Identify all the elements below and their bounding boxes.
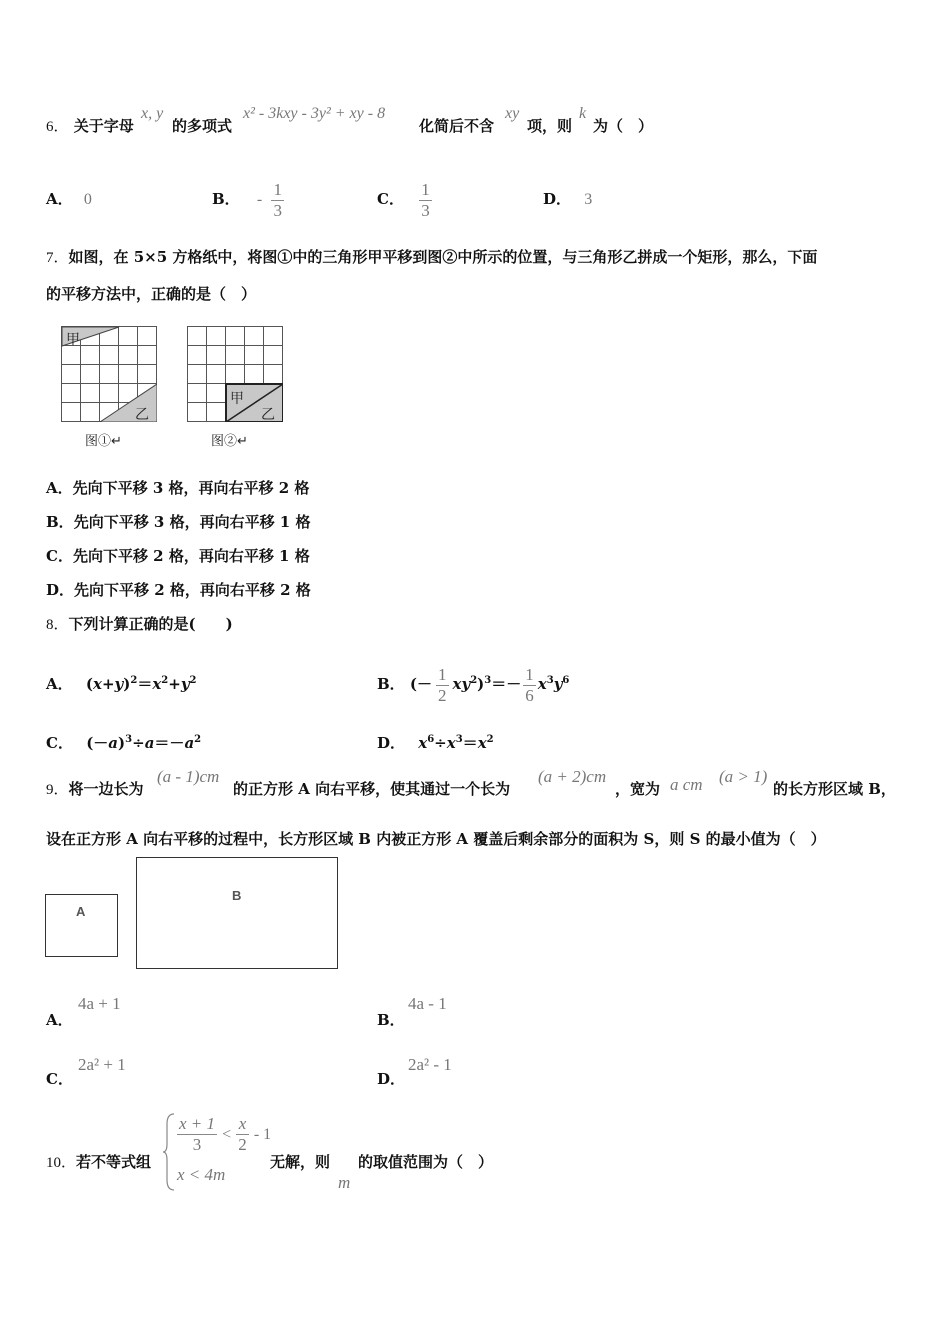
q8-option-c[interactable]: C． $(-a)^3\div a=-a^2$: [46, 734, 202, 752]
q7-option-c[interactable]: C．先向下平移 2 格，再向右平移 1 格: [46, 547, 310, 565]
q6-option-c[interactable]: C． $\frac{1}{3}$: [377, 179, 430, 220]
q6-term: xy: [505, 105, 520, 122]
q6-option-c-fraction: $\frac{1}{3}$: [421, 179, 430, 220]
q9-rect-length: (a + 2)cm: [538, 767, 607, 786]
q9-square-a: A: [45, 894, 118, 957]
q9-option-c-expr: 2a² + 1: [78, 1055, 126, 1074]
q7-figure-1: [61, 326, 157, 448]
q8-option-a-expr: $(x+y)^2=x^2+y^2$: [85, 675, 197, 693]
q6-polynomial: x² - 3kxy - 3y² + xy - 8: [243, 105, 386, 122]
q6-number: 6．: [46, 119, 69, 135]
q6-option-d[interactable]: D． 3: [543, 190, 593, 208]
q10-inequality-2: x < 4m: [177, 1165, 226, 1184]
q9-condition: (a > 1): [719, 767, 768, 786]
label-yi: 乙: [261, 406, 275, 422]
q9-rect-width: a cm: [670, 775, 703, 794]
q7-figure-1-caption: 图①↵: [85, 433, 122, 448]
q9-option-c[interactable]: C．: [46, 1070, 73, 1088]
q9-stem-part1: 9．将一边长为: [46, 780, 144, 798]
q6-option-b[interactable]: B． - $\frac{1}{3}$: [212, 179, 282, 220]
label-jia: 甲: [230, 390, 244, 406]
q8-number: 8．: [46, 617, 69, 633]
q9-number: 9．: [46, 782, 69, 798]
q6-k: k: [579, 105, 587, 122]
q7-option-d[interactable]: D．先向下平移 2 格，再向右平移 2 格: [46, 581, 311, 599]
q7-number: 7．: [46, 250, 69, 266]
q6-option-a[interactable]: A． 0: [46, 190, 92, 208]
q9-option-d[interactable]: D．: [377, 1070, 406, 1088]
q7-stem-line1: 7．如图，在 5×5 方格纸中，将图①中的三角形甲平移到图②中所示的位置，与三角形乙拼成一个矩形，那么，下面: [46, 248, 818, 266]
q10-inequality-1: $\frac{x + 1}{3}$ < $\frac{x}{2}$ - 1: [179, 1114, 272, 1154]
q7-option-b[interactable]: B．先向下平移 3 格，再向右平移 1 格: [46, 513, 311, 531]
q9-option-a[interactable]: A．: [46, 1011, 73, 1029]
label-jia: 甲: [66, 331, 80, 347]
q7-figure-2: [187, 326, 283, 448]
q6-vars: x, y: [141, 105, 164, 122]
q9-option-a-expr: 4a + 1: [78, 994, 121, 1013]
q9-option-b[interactable]: B．: [377, 1011, 405, 1029]
q8-option-d[interactable]: D． $x^6\div x^3=x^2$: [377, 734, 494, 752]
q9-side-length: (a - 1)cm: [157, 767, 220, 786]
q9-rectangle-b: B: [136, 857, 338, 969]
q6-option-b-fraction: $\frac{1}{3}$: [273, 179, 282, 220]
q9-stem-line2: 设在正方形 A 向右平移的过程中，长方形区域 B 内被正方形 A 覆盖后剩余部分的面积为 S，则 S 的最小值为（ ）: [46, 830, 826, 848]
q7-stem-line2: 的平移方法中，正确的是（ ）: [46, 285, 257, 303]
q9-option-b-expr: 4a - 1: [408, 994, 447, 1013]
q8-option-b[interactable]: B． (－ $\frac{1}{2}$ $xy^2)^3=-$ $\frac{1}{6}$ $x^3y^6$: [377, 664, 570, 705]
q8-option-c-expr: $(-a)^3\div a=-a^2$: [86, 734, 202, 752]
q10-number: 10．: [46, 1155, 77, 1171]
q10-m: m: [338, 1173, 351, 1192]
q8-option-a[interactable]: A． $(x+y)^2=x^2+y^2$: [46, 675, 197, 693]
q9-option-d-expr: 2a² - 1: [408, 1055, 452, 1074]
q10-stem-part1: 10．若不等式组: [46, 1153, 152, 1171]
q10-brace: [162, 1112, 176, 1192]
q7-figure-2-caption: 图②↵: [211, 433, 248, 448]
label-yi: 乙: [135, 406, 149, 422]
q8-stem: 8．下列计算正确的是( ): [46, 615, 233, 633]
q8-option-d-expr: $x^6\div x^3=x^2$: [418, 734, 494, 752]
q8-option-b-expr: (－ $\frac{1}{2}$ $xy^2)^3=-$ $\frac{1}{6}$ $x^3y^6$: [409, 664, 570, 705]
q6-stem: 6． 关于字母: [46, 117, 134, 135]
q7-option-a[interactable]: A．先向下平移 3 格，再向右平移 2 格: [46, 479, 310, 497]
